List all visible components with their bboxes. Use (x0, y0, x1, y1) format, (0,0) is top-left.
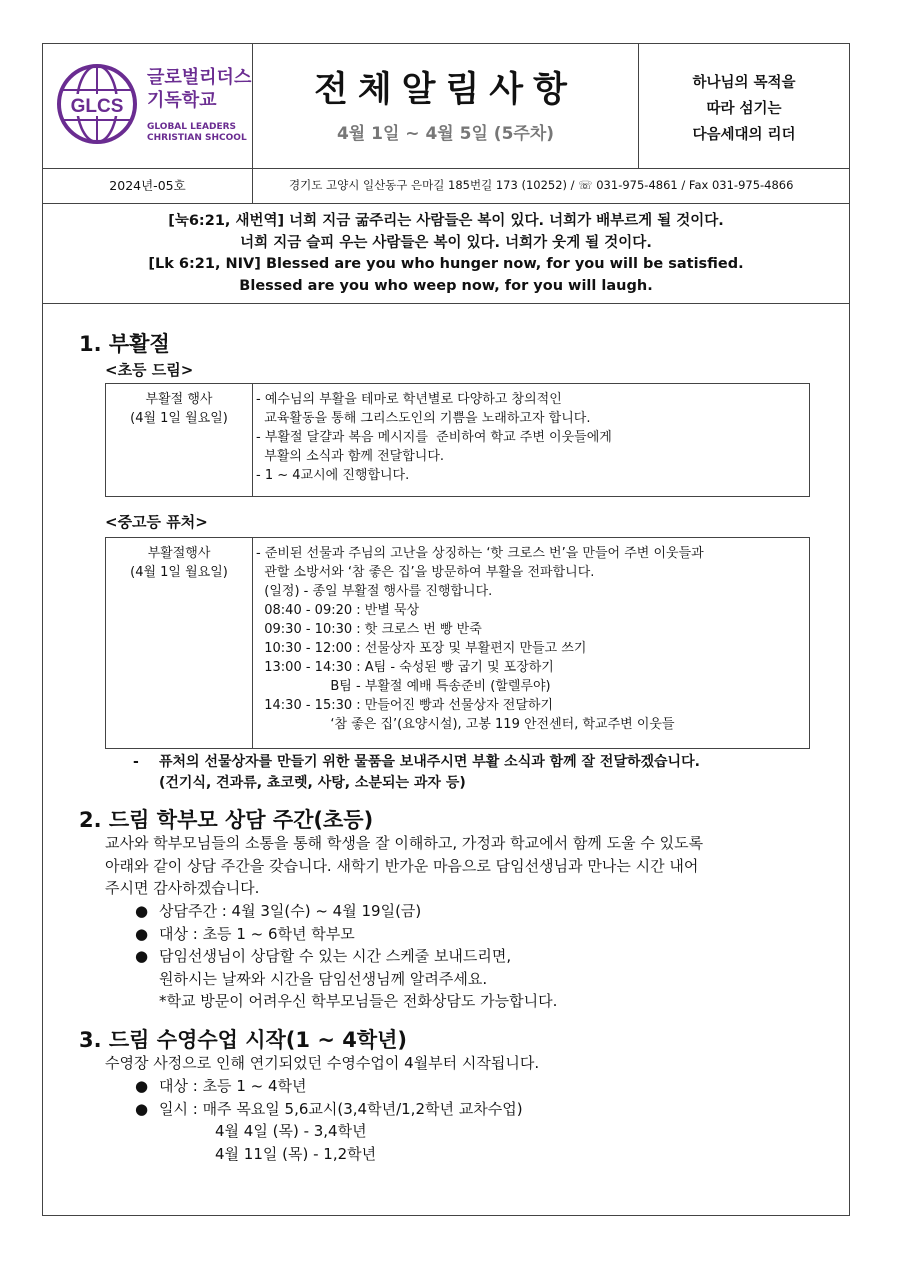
list-item (135, 1098, 523, 1121)
note-line2: (건기식, 견과류, 쵸코렛, 사탕, 소분되는 과자 등) (159, 775, 466, 791)
elementary-event-date: (4월 1일 월요일) (130, 411, 228, 426)
gift-note (133, 752, 700, 794)
title-block (253, 44, 639, 168)
logo-block (43, 44, 253, 168)
detail-line: 교육활동을 통해 그리스도인의 기쁨을 노래하고자 합니다. (256, 411, 591, 426)
elementary-heading: <초등 드림> (105, 361, 194, 379)
bible-verse (43, 203, 849, 304)
bullet-icon: ● (135, 947, 149, 965)
bullet-icon: ● (135, 1099, 149, 1118)
bullet-text: 담임선생님이 상담할 수 있는 시간 스케줄 보내드리면, (159, 947, 512, 965)
section3-title: 3. 드림 수영수업 시작(1 ~ 4학년) (79, 1028, 408, 1052)
secondary-event-date: (4월 1일 월요일) (130, 565, 228, 580)
motto-line2: 따라 섬기는 (706, 101, 782, 117)
detail-line: 08:40 - 09:20 : 반별 묵상 (256, 603, 420, 618)
section2-bullets (135, 900, 557, 1013)
detail-line: B팀 - 부활절 예배 특송준비 (할렐루야) (256, 679, 551, 694)
verse-line2: 너희 지금 슬피 우는 사람들은 복이 있다. 너희가 웃게 될 것이다. (240, 234, 652, 251)
detail-line: - 부활절 달걀과 복음 메시지를 준비하여 학교 주변 이웃들에게 (256, 430, 612, 445)
notice-frame (42, 43, 850, 1216)
verse-line3: [Lk 6:21, NIV] Blessed are you who hunger now, for you will be satisfied. (148, 256, 744, 272)
info-row (43, 168, 849, 204)
bullet-text: 대상 : 초등 1 ~ 6학년 학부모 (159, 924, 355, 943)
swim-schedule: 4월 11일 (목) - 1,2학년 (215, 1144, 377, 1163)
school-name-ko (147, 66, 251, 112)
para-line: 교사와 학부모님들의 소통을 통해 학생을 잘 이해하고, 가정과 학교에서 함께 도울 수 있도록 (105, 834, 704, 852)
detail-line: (일정) - 종일 부활절 행사를 진행합니다. (256, 584, 493, 599)
bullet-continuation: *학교 방문이 어려우신 학부모님들은 전화상담도 가능합니다. (159, 992, 558, 1010)
bullet-icon: ● (135, 1077, 149, 1095)
list-item (135, 1075, 523, 1098)
section3-bullets (135, 1075, 523, 1165)
motto-line1: 하나님의 목적을 (692, 75, 796, 91)
bullet-text: 일시 : 매주 목요일 5,6교시(3,4학년/1,2학년 교차수업) (159, 1099, 523, 1118)
school-name-ko-line2: 기독학교 (147, 90, 217, 111)
school-emblem-icon (55, 62, 139, 146)
elementary-event-table (105, 383, 810, 497)
header (43, 44, 849, 169)
detail-line: - 1 ~ 4교시에 진행합니다. (256, 468, 410, 483)
secondary-event-cell (106, 538, 253, 748)
detail-line: ‘참 좋은 집’(요양시설), 고봉 119 안전센터, 학교주변 이웃들 (256, 717, 675, 732)
verse-line1: [눅6:21, 새번역] 너희 지금 굶주리는 사람들은 복이 있다. 너희가 배부르게 될 것이다. (168, 213, 724, 229)
list-item (135, 945, 557, 968)
detail-line: 09:30 - 10:30 : 핫 크로스 번 빵 반죽 (256, 622, 482, 637)
school-address: 경기도 고양시 일산동구 은마길 185번길 173 (10252) / ☏ 031-975-4861 / Fax 031-975-4866 (289, 178, 794, 192)
section2-title: 2. 드림 학부모 상담 주간(초등) (79, 808, 374, 832)
detail-line: 13:00 - 14:30 : A팀 - 숙성된 빵 굽기 및 포장하기 (256, 660, 554, 675)
detail-line: - 준비된 선물과 주님의 고난을 상징하는 ‘핫 크로스 번’을 만들어 주변 이웃들과 (256, 546, 704, 561)
detail-line: 부활의 소식과 함께 전달합니다. (256, 449, 445, 464)
verse-line4: Blessed are you who weep now, for you will laugh. (239, 277, 653, 294)
bullet-text: 상담주간 : 4월 3일(수) ~ 4월 19일(금) (159, 902, 422, 920)
detail-line: 14:30 - 15:30 : 만들어진 빵과 선물상자 전달하기 (256, 698, 554, 713)
motto-line3: 다음세대의 리더 (692, 127, 796, 143)
section3-paragraph: 수영장 사정으로 인해 연기되었던 수영수업이 4월부터 시작됩니다. (105, 1054, 540, 1072)
bullet-icon: ● (135, 924, 149, 943)
secondary-event-name: 부활절행사 (147, 546, 211, 561)
school-name-en (147, 122, 247, 144)
list-item (135, 900, 557, 923)
note-line1: 퓨처의 선물상자를 만들기 위한 물품을 보내주시면 부활 소식과 함께 잘 전달하겠습니다. (159, 754, 700, 770)
school-name-en-line2: CHRISTIAN SHCOOL (147, 133, 247, 143)
section2-paragraph (105, 832, 703, 900)
list-item (135, 923, 557, 946)
school-name-ko-line1: 글로벌리더스 (147, 67, 252, 88)
page-title: 전체알림사항 (314, 70, 577, 110)
elementary-event-name: 부활절 행사 (145, 392, 213, 407)
emblem-text: GLCS (70, 96, 124, 117)
para-line: 아래와 같이 상담 주간을 갖습니다. 새학기 반가운 마음으로 담임선생님과 만나는 시간 내어 (105, 856, 699, 875)
detail-line: 10:30 - 12:00 : 선물상자 포장 및 부활편지 만들고 쓰기 (256, 641, 587, 656)
week-subtitle: 4월 1일 ~ 4월 5일 (5주차) (336, 124, 555, 144)
para-line: 주시면 감사하겠습니다. (105, 879, 260, 897)
motto-block (639, 44, 849, 168)
elementary-event-cell (106, 384, 253, 496)
detail-line: - 예수님의 부활을 테마로 학년별로 다양하고 창의적인 (256, 392, 562, 407)
secondary-heading: <중고등 퓨처> (105, 513, 208, 531)
bullet-continuation: 원하시는 날짜와 시간을 담임선생님께 알려주세요. (159, 969, 488, 988)
issue-number: 2024년-05호 (43, 168, 253, 203)
bullet-text: 대상 : 초등 1 ~ 4학년 (159, 1077, 307, 1095)
secondary-event-details (256, 544, 704, 734)
swim-schedule: 4월 4일 (목) - 3,4학년 (215, 1122, 367, 1140)
bullet-icon: ● (135, 902, 149, 920)
note-dash: - (133, 754, 139, 770)
elementary-event-details (256, 390, 612, 485)
secondary-event-table (105, 537, 810, 749)
school-name-en-line1: GLOBAL LEADERS (147, 122, 237, 132)
section1-title: 1. 부활절 (79, 332, 170, 356)
detail-line: 관할 소방서와 ‘참 좋은 집’을 방문하여 부활을 전파합니다. (256, 565, 595, 580)
